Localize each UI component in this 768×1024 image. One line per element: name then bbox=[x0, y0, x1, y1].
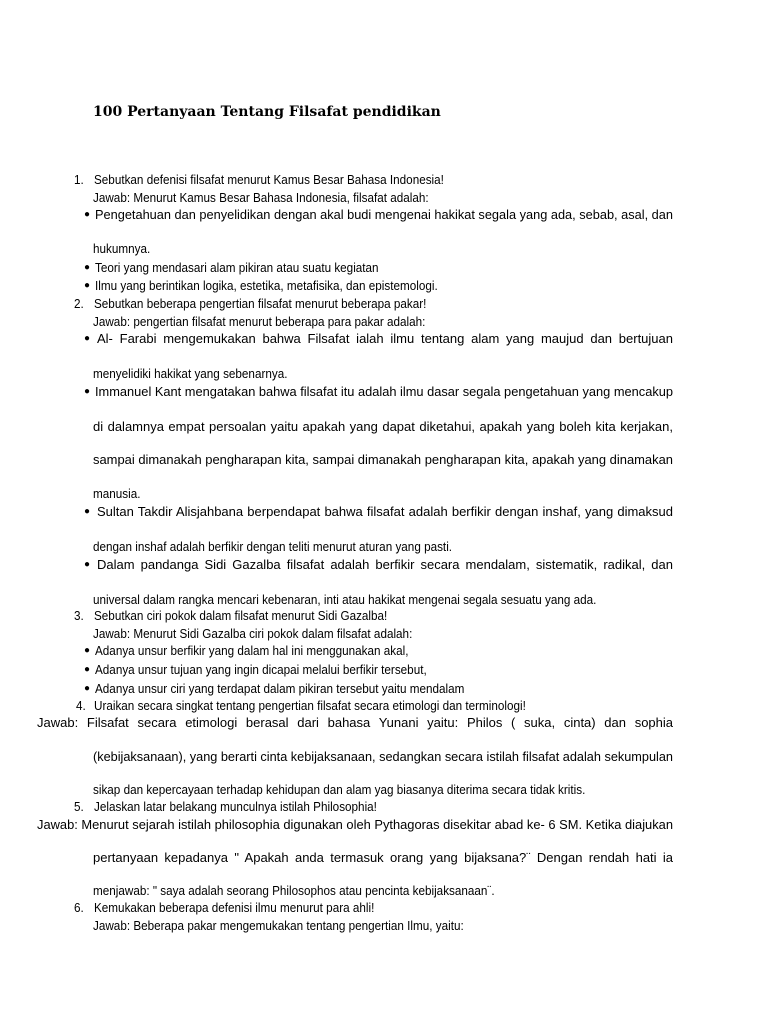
q5-answer-line-1: Jawab: Menurut sejarah istilah philosophia digunakan oleh Pythagoras disekitar abad ke- 6 SM. Ketika diajukan bbox=[37, 817, 673, 832]
q1-number: 1. bbox=[74, 172, 84, 187]
q2-bullet-1-line-2: menyelidiki hakikat yang sebenarnya. bbox=[93, 366, 288, 381]
bullet-icon: ● bbox=[84, 506, 91, 517]
q3-question: Sebutkan ciri pokok dalam filsafat menurut Sidi Gazalba! bbox=[94, 608, 388, 623]
q3-number: 3. bbox=[74, 608, 84, 623]
q1-bullet-2: Teori yang mendasari alam pikiran atau suatu kegiatan bbox=[95, 260, 379, 275]
bullet-icon: ● bbox=[84, 333, 91, 344]
q6-question: Kemukakan beberapa defenisi ilmu menurut para ahli! bbox=[94, 900, 375, 915]
q1-bullet-1-line-2: hukumnya. bbox=[93, 241, 151, 256]
q5-answer-line-3: menjawab: " saya adalah seorang Philosophos atau pencinta kebijaksanaan¨. bbox=[93, 883, 495, 898]
q4-answer-line-3: sikap dan kepercayaan terhadap kehidupan dan alam yag biasanya diterima secara tidak kritis. bbox=[93, 782, 586, 797]
q6-number: 6. bbox=[74, 900, 84, 915]
q2-bullet-2-line-3: sampai dimanakah pengharapan kita, sampai dimanakah pengharapan kita, apakah yang dinamakan bbox=[93, 452, 673, 467]
document-title: 100 Pertanyaan Tentang Filsafat pendidikan bbox=[93, 104, 441, 120]
bullet-icon: ● bbox=[84, 683, 91, 694]
q2-answer-intro: Jawab: pengertian filsafat menurut beberapa para pakar adalah: bbox=[93, 314, 426, 329]
bullet-icon: ● bbox=[84, 664, 91, 675]
q2-question: Sebutkan beberapa pengertian filsafat menurut beberapa pakar! bbox=[94, 296, 427, 311]
q4-answer-line-1: Jawab: Filsafat secara etimologi berasal dari bahasa Yunani yaitu: Philos ( suka, cinta) dan sophia bbox=[37, 715, 673, 730]
q4-number: 4. bbox=[76, 698, 86, 713]
q3-answer-intro: Jawab: Menurut Sidi Gazalba ciri pokok dalam filsafat adalah: bbox=[93, 626, 413, 641]
q5-number: 5. bbox=[74, 799, 84, 814]
q6-answer-intro: Jawab: Beberapa pakar mengemukakan tentang pengertian Ilmu, yaitu: bbox=[93, 918, 464, 933]
q1-bullet-3: Ilmu yang berintikan logika, estetika, metafisika, dan epistemologi. bbox=[95, 278, 438, 293]
q1-question: Sebutkan defenisi filsafat menurut Kamus Besar Bahasa Indonesia! bbox=[94, 172, 444, 187]
q2-bullet-3-line-1: Sultan Takdir Alisjahbana berpendapat bahwa filsafat adalah berfikir dengan inshaf, yang dimaksud bbox=[97, 504, 673, 519]
bullet-icon: ● bbox=[84, 262, 91, 273]
q2-bullet-3-line-2: dengan inshaf adalah berfikir dengan teliti menurut aturan yang pasti. bbox=[93, 539, 453, 554]
q2-bullet-2-line-4: manusia. bbox=[93, 486, 141, 501]
bullet-icon: ● bbox=[84, 386, 91, 397]
q5-question: Jelaskan latar belakang munculnya istilah Philosophia! bbox=[94, 799, 377, 814]
q2-number: 2. bbox=[74, 296, 84, 311]
bullet-icon: ● bbox=[84, 645, 91, 656]
q1-bullet-1-line-1: Pengetahuan dan penyelidikan dengan akal budi mengenai hakikat segala yang ada, sebab, asal, dan bbox=[95, 207, 673, 222]
bullet-icon: ● bbox=[84, 209, 91, 220]
q2-bullet-4-line-1: Dalam pandanga Sidi Gazalba filsafat adalah berfikir secara mendalam, sistematik, radikal, dan bbox=[97, 557, 673, 572]
q3-bullet-2: Adanya unsur tujuan yang ingin dicapai melalui berfikir tersebut, bbox=[95, 662, 427, 677]
q2-bullet-1-line-1: Al- Farabi mengemukakan bahwa Filsafat ialah ilmu tentang alam yang maujud dan bertujuan bbox=[97, 331, 673, 346]
q4-answer-line-2: (kebijaksanaan), yang berarti cinta kebijaksanaan, sedangkan secara istilah filsafat adalah sekumpulan bbox=[93, 749, 673, 764]
q4-question: Uraikan secara singkat tentang pengertian filsafat secara etimologi dan terminologi! bbox=[94, 698, 526, 713]
q3-bullet-3: Adanya unsur ciri yang terdapat dalam pikiran tersebut yaitu mendalam bbox=[95, 681, 465, 696]
q1-answer-intro: Jawab: Menurut Kamus Besar Bahasa Indonesia, filsafat adalah: bbox=[93, 190, 429, 205]
q2-bullet-4-line-2: universal dalam rangka mencari kebenaran, inti atau hakikat mengenai segala sesuatu yang ada. bbox=[93, 592, 597, 607]
q2-bullet-2-line-2: di dalamnya empat persoalan yaitu apakah yang dapat diketahui, apakah yang boleh kita kerjakan, bbox=[93, 419, 673, 434]
bullet-icon: ● bbox=[84, 280, 91, 291]
q3-bullet-1: Adanya unsur berfikir yang dalam hal ini menggunakan akal, bbox=[95, 643, 409, 658]
bullet-icon: ● bbox=[84, 559, 91, 570]
q2-bullet-2-line-1: Immanuel Kant mengatakan bahwa filsafat itu adalah ilmu dasar segala pengetahuan yang mencakup bbox=[95, 384, 673, 399]
q5-answer-line-2: pertanyaan kepadanya " Apakah anda termasuk orang yang bijaksana?¨ Dengan rendah hati ia bbox=[93, 850, 673, 865]
